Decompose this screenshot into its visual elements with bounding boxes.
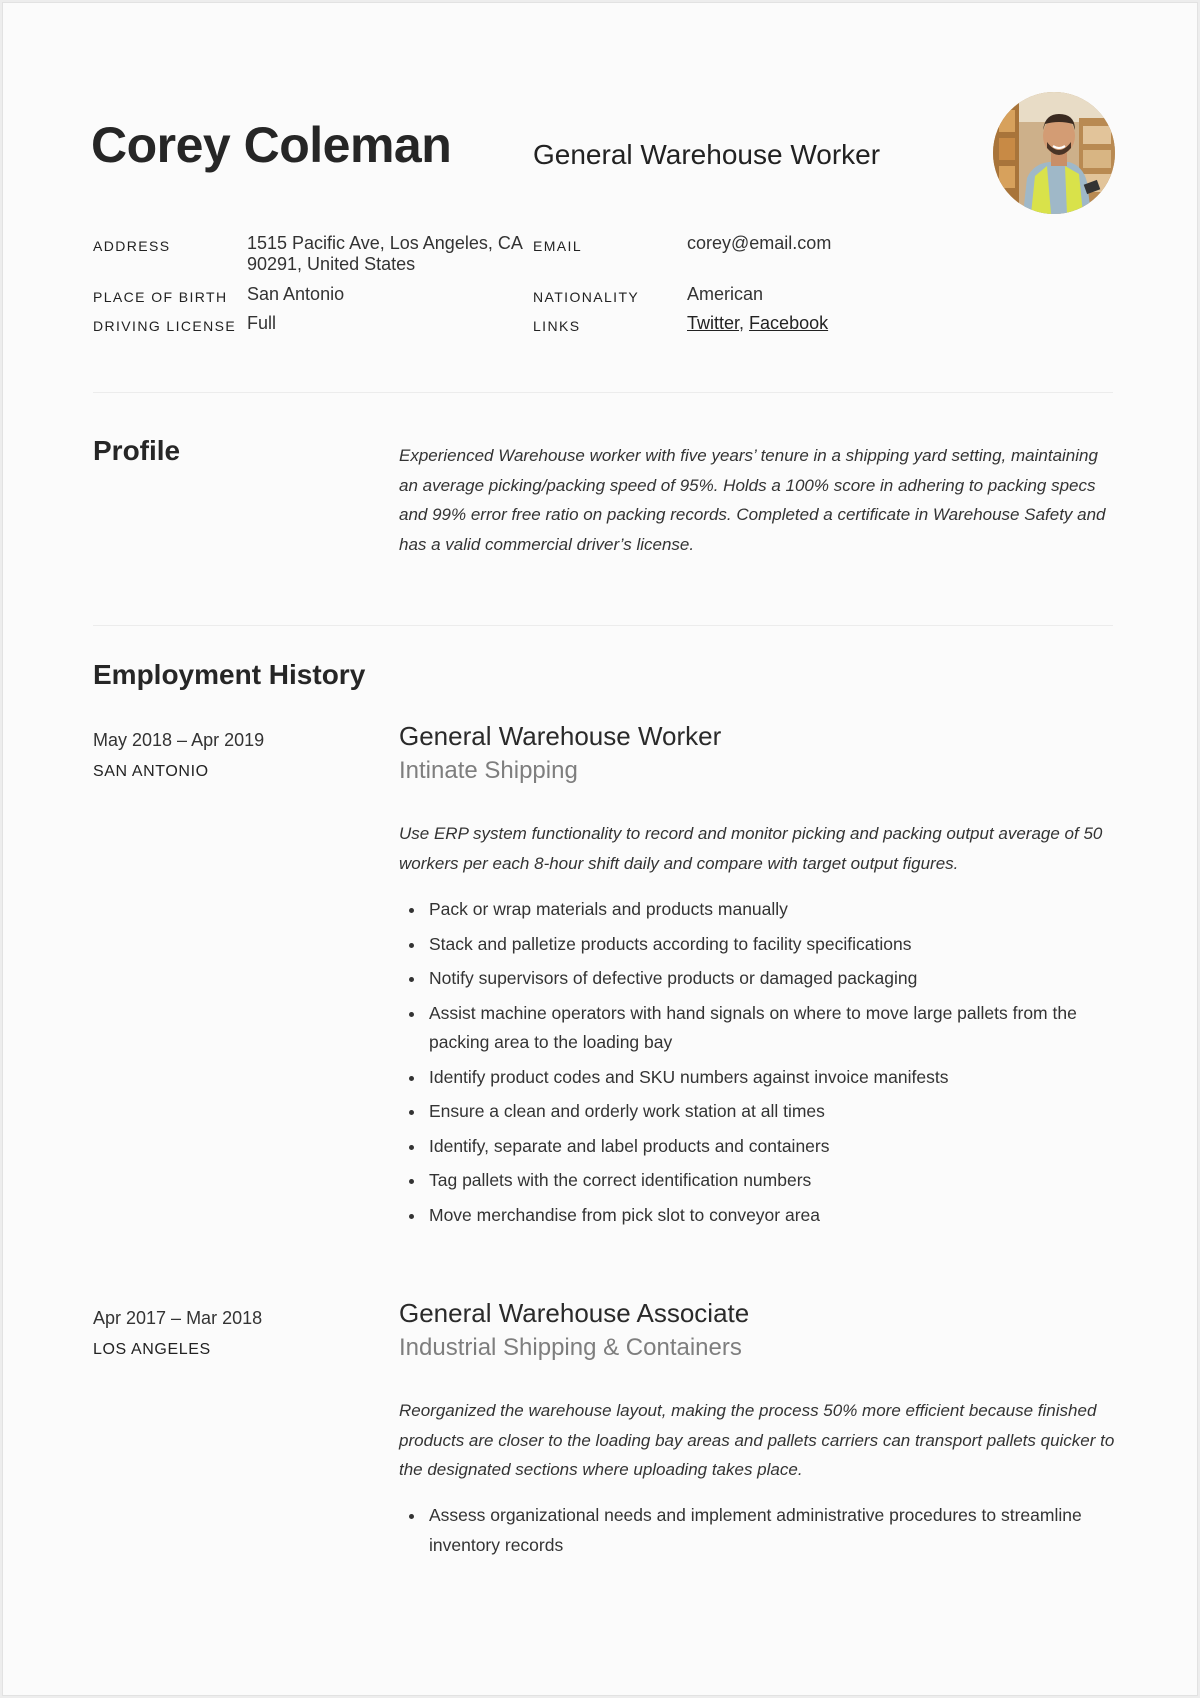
- job-2-role: General Warehouse Associate: [399, 1298, 750, 1328]
- employment-heading: Employment History: [93, 659, 366, 690]
- job-1-bullets: [399, 895, 1099, 1230]
- facebook-link[interactable]: Facebook: [749, 313, 829, 333]
- address-line-2: 90291, United States: [247, 254, 416, 274]
- divider-profile: [93, 625, 1113, 626]
- nationality-value: American: [687, 284, 764, 304]
- birth-value: San Antonio: [247, 284, 345, 304]
- candidate-name: Corey Coleman: [91, 117, 452, 173]
- resume-page: [2, 2, 1198, 1696]
- list-item: Ensure a clean and orderly work station at all times: [399, 1097, 1099, 1127]
- job-2-dates: Apr 2017 – Mar 2018: [93, 1308, 263, 1328]
- divider-top: [93, 392, 1113, 393]
- list-item: Identify product codes and SKU numbers against invoice manifests: [399, 1063, 1099, 1093]
- links-label: LINKS: [533, 318, 581, 334]
- profile-heading: Profile: [93, 435, 181, 466]
- job-1-role: General Warehouse Worker: [399, 721, 722, 751]
- links-value: [687, 313, 828, 334]
- link-separator: ,: [739, 313, 745, 333]
- list-item: Assist machine operators with hand signals on where to move large pallets from the packing area to the loading bay: [399, 999, 1099, 1058]
- twitter-link[interactable]: Twitter: [687, 313, 740, 333]
- profile-text: Experienced Warehouse worker with five years’ tenure in a shipping yard setting, maintaining an average picking/packing speed of 95%. Holds a 100% score in adhering to packing specs and 99% error free ratio on packing records. Completed a certificate in Warehouse Safety and has a valid commercial driver’s license.: [399, 446, 1106, 554]
- email-label: EMAIL: [533, 238, 583, 254]
- address-line-1: 1515 Pacific Ave, Los Angeles, CA: [247, 233, 523, 253]
- list-item: Assess organizational needs and implement administrative procedures to streamline inventory records: [399, 1501, 1089, 1560]
- job-2-bullets: [399, 1501, 1089, 1560]
- list-item: Stack and palletize products according to facility specifications: [399, 930, 1099, 960]
- job-1-city: SAN ANTONIO: [93, 763, 209, 780]
- job-2-city: LOS ANGELES: [93, 1341, 211, 1358]
- license-label: DRIVING LICENSE: [93, 318, 237, 334]
- profile-photo: [993, 92, 1115, 214]
- job-2-company: Industrial Shipping & Containers: [399, 1334, 742, 1361]
- list-item: Notify supervisors of defective products or damaged packaging: [399, 964, 1099, 994]
- list-item: Identify, separate and label products and containers: [399, 1132, 1099, 1162]
- list-item: Pack or wrap materials and products manually: [399, 895, 1099, 925]
- nationality-label: NATIONALITY: [533, 289, 640, 305]
- license-value: Full: [247, 313, 277, 333]
- list-item: Tag pallets with the correct identification numbers: [399, 1166, 1099, 1196]
- email-value[interactable]: corey@email.com: [687, 233, 832, 253]
- job-1-company: Intinate Shipping: [399, 757, 578, 784]
- list-item: Move merchandise from pick slot to conveyor area: [399, 1201, 1099, 1231]
- job-title: General Warehouse Worker: [533, 139, 881, 170]
- address-label: ADDRESS: [93, 238, 171, 254]
- job-2-summary: Reorganized the warehouse layout, making the process 50% more efficient because finished products are closer to the loading bay areas and pallets carriers can transport pallets quicker to the designated sections where uploading takes place.: [399, 1401, 1115, 1479]
- birth-label: PLACE OF BIRTH: [93, 289, 228, 305]
- job-1-dates: May 2018 – Apr 2019: [93, 730, 265, 750]
- job-1-summary: Use ERP system functionality to record and monitor picking and packing output average of 50 workers per each 8-hour shift daily and compare with target output figures.: [399, 824, 1103, 873]
